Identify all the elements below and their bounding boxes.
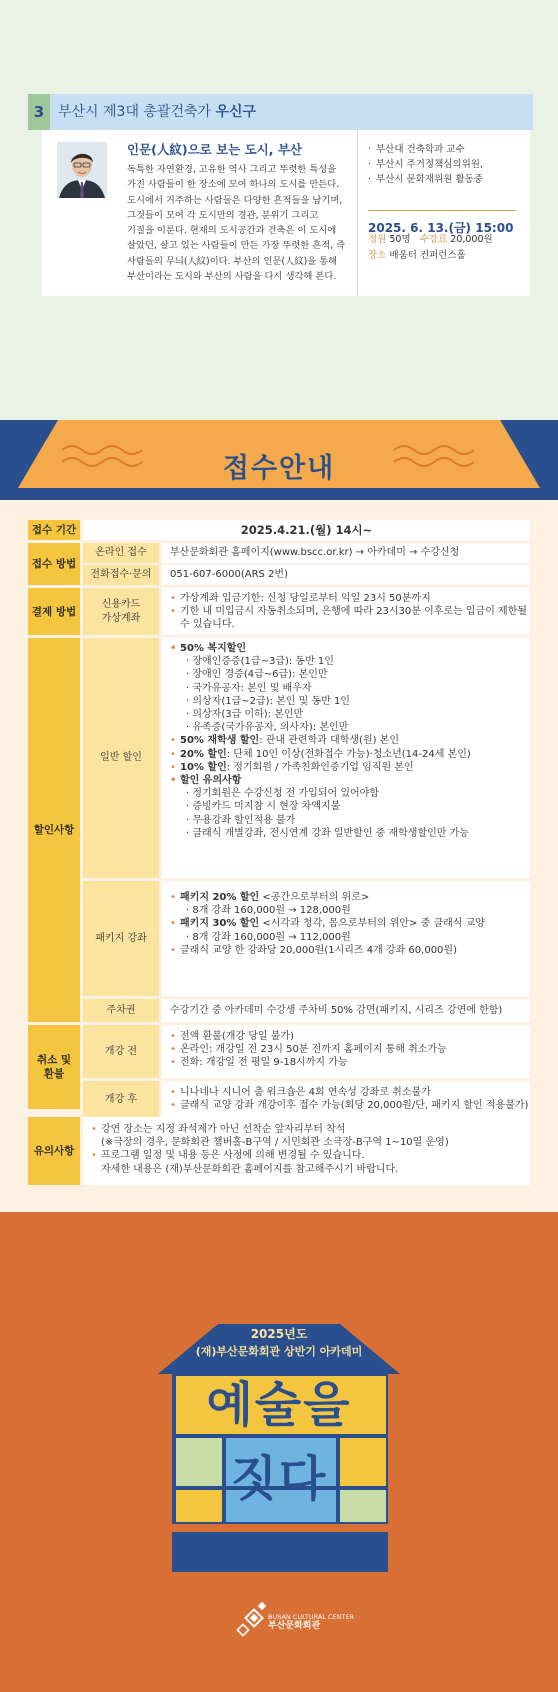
parking-value: 수강기간 중 아카데미 수강생 주차비 50% 감면(패키지, 시리즈 강연에 한함)	[170, 1005, 503, 1016]
general-discount-list: • 50% 복지할인 · 장애인증증(1급~3급): 동반 1인 · 장애인 경증(4급~6급): 본인만 · 국가유공자: 본인 및 배우자 · 의상자(1급~2급): 본인 및 동반 1인 · 의상자(3급 이하): 본인만 · 유족증(국가유공자, 의사자): 본인만 • 50% 재학생 할인: 관내 관련학과 대학생(원) 본인 • 20% 할인: 단체 10인 이상(전화접수 가능)·청소년(14-24세 본인) • 10% 할인: 정기회원 / 가족친화인증기업 임직원 본인 • 할인 유의사항 · 정기회원은 수강신청 전 가입되어 있어야함 · 증빙카드 미지참 시 현장 차액지불 · 무용강좌 할인적용 불가 · 클래식 개별강좌, 전시연계 강좌 일반할인 중 재학생할인만 가능	[162, 638, 530, 878]
row-refund: 취소 및 환불 개강 전 • 전액 환불(개강 당일 불가) • 온라인: 개강일 전 23시 50분 전까지 홈페이지 통해 취소가능 • 전화: 개강일 전 평일 9-18시까지 가능 개강 후 • 니나네나 시니어 춤 워크숍은 4회 연속성 강좌로 취소불가 • 클래식 교양 강좌 개강이후 접수 가능(회당 20,000원/단, 패키지 할인 적용불가)	[28, 1025, 530, 1109]
lecture-section	[0, 0, 558, 420]
row-payment: 결제 방법 신용카드 가상계좌 • 가상계좌 입금기한: 신청 당일로부터 익일 23시 50분까지 • 기한 내 미입금시 자동취소되며, 은행에 따라 23시30분 이후로는 입금이 제한될 수 있습니다.	[28, 588, 530, 635]
lecturer-photo	[57, 142, 107, 198]
lecturer-name: 우신구	[215, 104, 257, 120]
divider	[357, 130, 358, 296]
poster-year: 2025년도	[250, 1327, 308, 1341]
registration-section	[0, 420, 558, 1212]
lecture-title: 부산시 제3대 총괄건축가 우신구	[58, 104, 257, 120]
period-value: 2025.4.21.(월) 14시~	[83, 520, 530, 540]
lecture-description: 독특한 자연환경, 고유한 역사 그리고 뚜렷한 특성을 가진 사람들이 한 장소에 모여 하나의 도시를 만든다. 도시에서 거주하는 사람들은 다양한 흔적들을 남기며, 그것들이 모여 각 도시만의 경관, 분위기 그리고 기질을 이룬다. 현재의 도시공간과 건축은 이 도시에 살았던, 살고 있는 사람들이 만든 가장 뚜렷한 흔적, 즉 사람들의 무늬(人紋)이다. 부산의 인문(人紋)을 통해 부산이라는 도시와 부산의 사람을 다시 생각해 본다.	[127, 164, 346, 283]
package-discount-list: • 패키지 20% 할인 <공간으로부터의 위로> · 8개 강좌 160,000원 → 128,000원 • 패키지 30% 할인 <시각과 청각, 몸으로부터의 위안> 중 클래식 교양 · 8개 강좌 160,000원 → 112,000원 • 클래식 교양 한 강좌당 20,000원(1시리즈 4개 강좌 60,000원)	[162, 881, 530, 996]
poster-section	[0, 1212, 558, 1692]
lecture-meta: 정원 50명 수강료 20,000원 장소 배움터 컨퍼런스홀	[368, 234, 493, 261]
lecture-header	[28, 94, 533, 130]
poster-org: (재)부산문화회관 상반기 아카데미	[195, 1345, 363, 1358]
logo: BUSAN CULTURAL CENTER 부산문화회관	[268, 1613, 355, 1631]
row-period: 접수 기간 2025.4.21.(월) 14시~	[28, 520, 530, 540]
row-discount: 할인사항 일반 할인 • 50% 복지할인 · 장애인증증(1급~3급): 동반 1인 · 장애인 경증(4급~6급): 본인만 · 국가유공자: 본인 및 배우자 · 의상자(1급~2급): 본인 및 동반 1인 · 의상자(3급 이하): 본인만 · 유족증(국가유공자, 의사자): 본인만 • 50% 재학생 할인: 관내 관련학과 대학생(원) 본인 • 20% 할인: 단체 10인 이상(전화접수 가능)·청소년(14-24세 본인) • 10% 할인: 정기회원 / 가족친화인증기업 임직원 본인 • 할인 유의사항 · 정기회원은 수강신청 전 가입되어 있어야함 · 증빙카드 미지참 시 현장 차액지불 · 무용강좌 할인적용 불가 · 클래식 개별강좌, 전시연계 강좌 일반할인 중 재학생할인만 가능 패키지 강좌 • 패키지 20% 할인 <공간으로부터의 위로> · 8개 강좌 160,000원 → 128,000원 • 패키지 30% 할인 <시각과 청각, 몸으로부터의 위안> 중 클래식 교양 · 8개 강좌 160,000원 → 112,000원 • 클래식 교양 한 강좌당 20,000원(1시리즈 4개 강좌 60,000원) 주차권 수강기간 중 아카데미 수강생 주차비 50% 감면(패키지, 시리즈 강연에 한함)	[28, 638, 530, 1022]
row-method: 접수 방법 온라인 접수 부산문화회관 홈페이지(www.bscc.or.kr) → 아카데미 → 수강신청 전화접수·문의 051-607-6000(ARS 2번)	[28, 543, 530, 585]
lecturer-bio: · 부산대 건축학과 교수 · 부산시 주거정책심의위원, · 부산시 문화재위원 활동중	[368, 142, 483, 187]
lecture-date: 2025. 6. 13.(금) 15:00	[368, 210, 516, 236]
poster-title-line2: 짓다	[230, 1451, 328, 1507]
registration-title: 접수안내	[222, 453, 336, 484]
lecture-number: 3	[28, 94, 50, 130]
lecture-card	[42, 130, 530, 296]
row-notice: 유의사항 • 강연 장소는 지정 좌석제가 아닌 선착순 앞자리부터 착석 (※극장의 경우, 문화회관 챔버홀-B구역 / 시민회관 소극장-B구역 1~10열 운영) • 프로그램 일정 및 내용 등은 사정에 의해 변경될 수 있습니다. 자세한 내용은 (재)부산문화회관 홈페이지를 참고해주시기 바랍니다.	[28, 1117, 530, 1185]
online-url[interactable]: 부산문화회관 홈페이지(www.bscc.or.kr) → 아카데미 → 수강신청	[170, 547, 460, 558]
poster-title-line1: 예술을	[206, 1377, 352, 1433]
lecture-subtitle: 인문(人紋)으로 보는 도시, 부산	[127, 142, 302, 157]
phone-number[interactable]: 051-607-6000(ARS 2번)	[170, 569, 288, 580]
